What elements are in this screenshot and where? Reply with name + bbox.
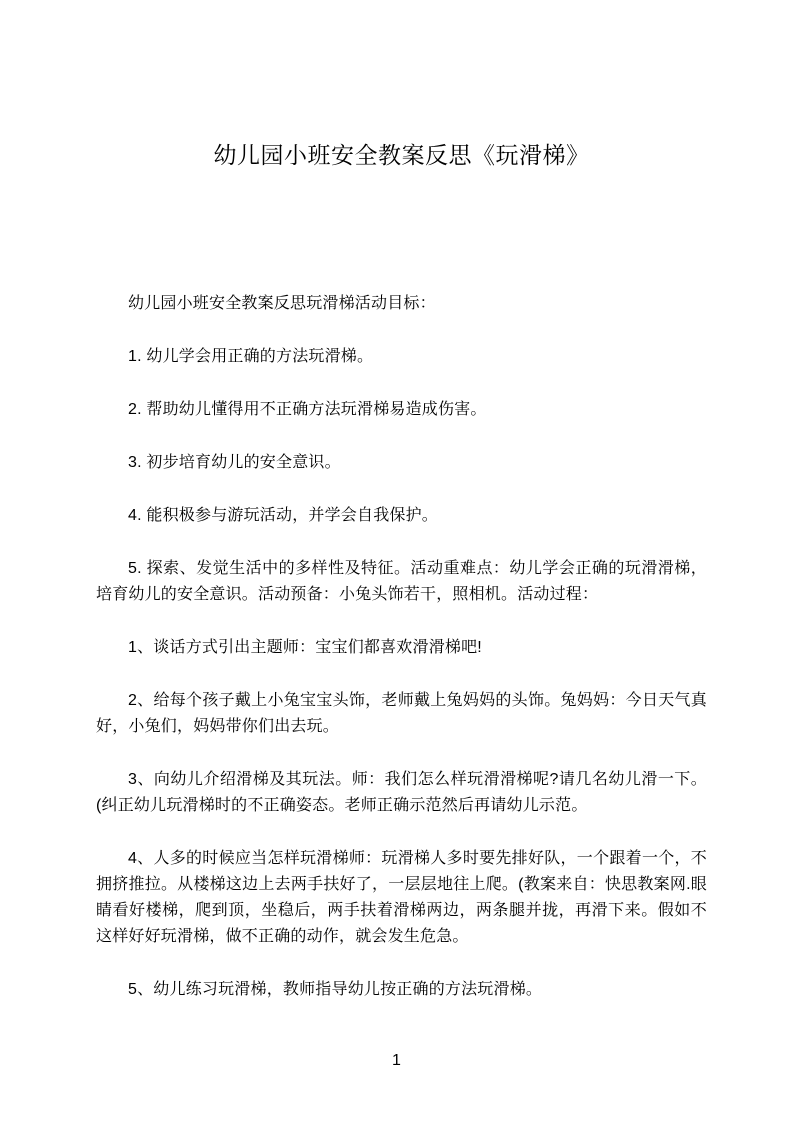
document-body [96,0,707,1030]
paragraph-activity-goals-heading: 幼儿园小班安全教案反思玩滑梯活动目标： [128,295,436,312]
paragraph-process-step-3: 3、向幼儿介绍滑梯及其玩法。师：我们怎么样玩滑滑梯呢?请几名幼儿滑一下。(纠正幼儿玩滑梯时的不正确姿态。老师正确示范然后再请幼儿示范。 [96,771,707,814]
paragraph-process-step-1: 1、谈话方式引出主题师：宝宝们都喜欢滑滑梯吧! [128,639,482,656]
page-number: 1 [392,1052,401,1069]
paragraph-goal-3: 3. 初步培育幼儿的安全意识。 [128,454,341,471]
document-title: 幼儿园小班安全教案反思《玩滑梯》 [213,142,590,168]
paragraph-goal-4: 4. 能积极参与游玩活动，并学会自我保护。 [128,507,438,524]
paragraph-goal-5-preparation: 5. 探索、发觉生活中的多样性及特征。活动重难点：幼儿学会正确的玩滑滑梯，培育幼儿的安全意识。活动预备：小兔头饰若干，照相机。活动过程： [96,560,707,603]
paragraph-goal-2: 2. 帮助幼儿懂得用不正确方法玩滑梯易造成伤害。 [128,401,487,418]
paragraph-process-step-5: 5、幼儿练习玩滑梯，教师指导幼儿按正确的方法玩滑梯。 [128,981,543,998]
paragraph-process-step-2: 2、给每个孩子戴上小兔宝宝头饰，老师戴上兔妈妈的头饰。兔妈妈：今日天气真好，小兔们，妈妈带你们出去玩。 [96,692,707,735]
paragraph-process-step-4: 4、人多的时候应当怎样玩滑梯师：玩滑梯人多时要先排好队，一个跟着一个，不拥挤推拉。从楼梯这边上去两手扶好了，一层层地往上爬。(教案来自：快思教案网.眼睛看好楼梯，爬到顶，坐稳后，两手扶着滑梯两边，两条腿并拢，再滑下来。假如不这样好好玩滑梯，做不正确的动作，就会发生危急。 [96,850,707,945]
paragraph-goal-1: 1. 幼儿学会用正确的方法玩滑梯。 [128,348,374,365]
